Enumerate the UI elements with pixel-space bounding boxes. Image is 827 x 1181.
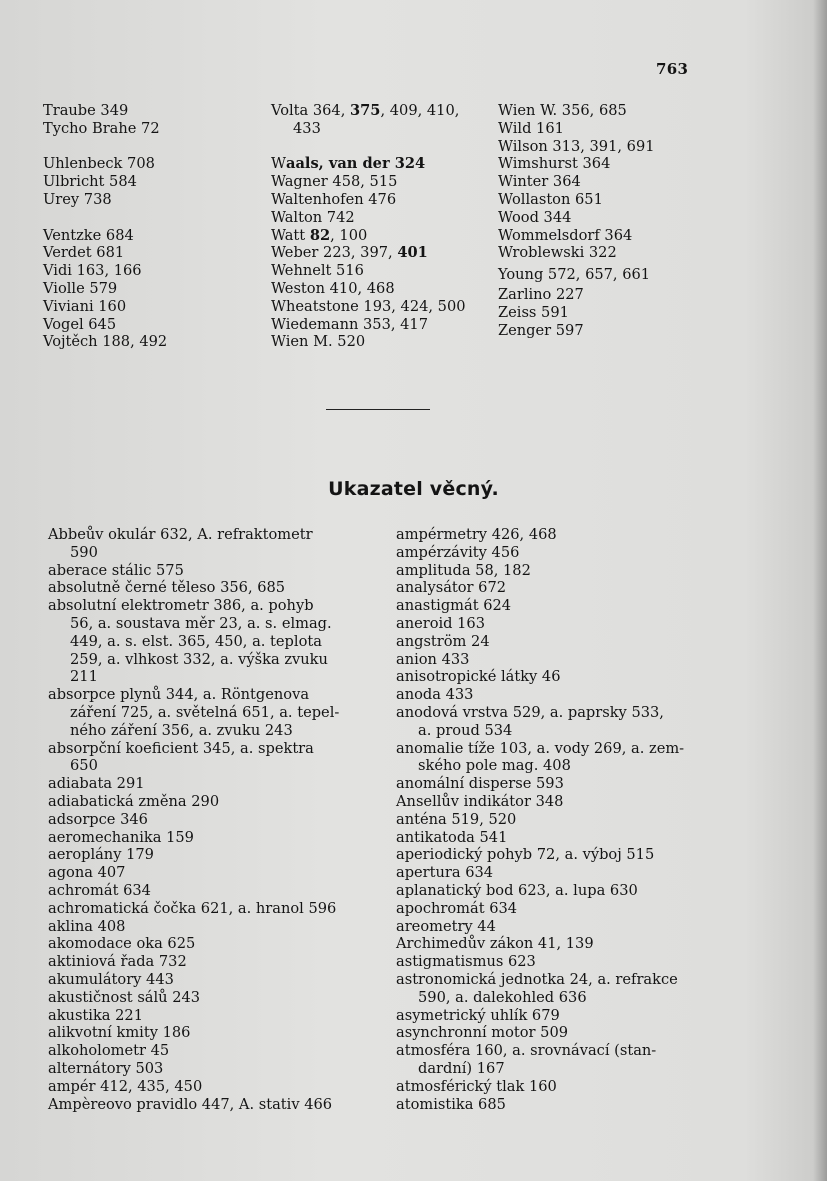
name-entry — [271, 102, 496, 120]
name-entry: Wilson 313, 391, 691 — [498, 137, 655, 155]
subject-entry: atmosféra 160, a. srovnávací (stan- — [396, 1042, 657, 1060]
subject-entry: aklina 408 — [48, 917, 126, 935]
entry-text-part: aals, van der 324 — [286, 155, 426, 173]
name-entry: Vojtěch 188, 492 — [43, 333, 168, 351]
subject-entry: atmosférický tlak 160 — [396, 1077, 557, 1095]
subject-entry: a. proud 534 — [418, 721, 513, 739]
subject-entry: anion 433 — [396, 650, 470, 668]
subject-entry: Archimedův zákon 41, 139 — [396, 935, 594, 953]
name-entry: Wommelsdorf 364 — [498, 226, 633, 244]
subject-entry: astronomická jednotka 24, a. refrakce — [396, 970, 678, 988]
entry-text-part: Volta 364, — [271, 102, 350, 119]
spacer — [43, 138, 243, 156]
name-entry: Verdet 681 — [43, 244, 125, 262]
subject-entry: absolutní elektrometr 386, a. pohyb — [48, 597, 314, 615]
subject-entry: absorpce plynů 344, a. Röntgenova — [48, 686, 310, 704]
subject-entry: anomalie tíže 103, a. vody 269, a. zem- — [396, 739, 685, 757]
name-entry: Wheatstone 193, 424, 500 — [271, 297, 466, 315]
subject-index-left-column — [48, 526, 383, 1113]
name-entry: Ventzke 684 — [43, 226, 134, 244]
subject-entry: analysátor 672 — [396, 579, 507, 597]
subject-entry: anomální disperse 593 — [396, 775, 564, 793]
entry-text-part: , 100 — [330, 226, 368, 244]
subject-entry: 56, a. soustava měr 23, a. s. elmag. — [70, 614, 332, 632]
subject-index-right-column — [396, 526, 736, 1113]
page-spine-shadow — [813, 0, 827, 1181]
subject-entry: areometry 44 — [396, 917, 496, 935]
subject-entry: antikatoda 541 — [396, 828, 508, 846]
subject-entry: adsorpce 346 — [48, 810, 148, 828]
subject-entry: apochromát 634 — [396, 899, 518, 917]
section-title: Ukazatel věcný. — [328, 478, 499, 500]
name-entry: Wagner 458, 515 — [271, 173, 398, 191]
name-entry: Wild 161 — [498, 119, 564, 137]
subject-entry: 449, a. s. elst. 365, 450, a. teplota — [70, 632, 322, 650]
name-entry: Ulbricht 584 — [43, 173, 137, 191]
subject-entry: aberace stálic 575 — [48, 561, 184, 579]
subject-entry: aperiodický pohyb 72, a. výboj 515 — [396, 846, 655, 864]
name-entry: Vogel 645 — [43, 315, 117, 333]
name-entry — [271, 155, 496, 173]
subject-entry: ampérzávity 456 — [396, 543, 520, 561]
subject-entry: asymetrický uhlík 679 — [396, 1006, 560, 1024]
name-index-column-3 — [498, 102, 713, 340]
subject-entry: adiabatická změna 290 — [48, 792, 220, 810]
entry-text-part: 82 — [309, 226, 331, 244]
name-entry — [271, 244, 496, 262]
subject-entry: aplanatický bod 623, a. lupa 630 — [396, 881, 638, 899]
subject-entry: aneroid 163 — [396, 614, 486, 632]
subject-entry: absorpční koeficient 345, a. spektra — [48, 739, 314, 757]
subject-entry: Abbeův okulár 632, A. refraktometr — [48, 526, 313, 543]
name-entry: Zenger 597 — [498, 321, 584, 339]
entry-text-part: 401 — [397, 244, 428, 262]
subject-entry: ského pole mag. 408 — [418, 757, 571, 775]
spacer — [43, 209, 243, 227]
name-entry: Wroblewski 322 — [498, 244, 617, 262]
subject-entry: agona 407 — [48, 864, 126, 882]
name-entry: Vidi 163, 166 — [43, 262, 142, 280]
name-entry: Wien W. 356, 685 — [498, 102, 627, 119]
name-entry: Wood 344 — [498, 208, 572, 226]
name-entry: Walton 742 — [271, 208, 355, 226]
subject-entry: asynchronní motor 509 — [396, 1024, 569, 1042]
subject-entry: alkoholometr 45 — [48, 1042, 170, 1060]
name-entry — [271, 227, 496, 245]
subject-entry: achromatická čočka 621, a. hranol 596 — [48, 899, 337, 917]
subject-entry: alikvotní kmity 186 — [48, 1024, 191, 1042]
subject-entry: aeromechanika 159 — [48, 828, 194, 846]
entry-text-part: W — [271, 155, 286, 173]
subject-entry: anodová vrstva 529, a. paprsky 533, — [396, 703, 664, 721]
subject-entry: astigmatismus 623 — [396, 953, 536, 971]
subject-entry: achromát 634 — [48, 881, 151, 899]
subject-entry: záření 725, a. světelná 651, a. tepel- — [70, 703, 340, 721]
entry-text-part: , 409, 410, — [380, 102, 460, 119]
entry-text-part: 375 — [350, 102, 381, 119]
subject-entry: akustika 221 — [48, 1006, 144, 1024]
subject-entry: ampér 412, 435, 450 — [48, 1077, 203, 1095]
subject-entry: 211 — [70, 668, 98, 686]
subject-entry: dardní) 167 — [418, 1059, 505, 1077]
subject-entry: akumulátory 443 — [48, 970, 174, 988]
name-entry: Waltenhofen 476 — [271, 190, 397, 208]
subject-entry: 590, a. dalekohled 636 — [418, 988, 587, 1006]
name-entry: Winter 364 — [498, 173, 581, 191]
name-entry: Zeiss 591 — [498, 303, 569, 321]
entry-text-part: Weber 223, 397, — [271, 244, 398, 262]
subject-entry: aktiniová řada 732 — [48, 953, 187, 971]
name-entry: Young 572, 657, 661 — [498, 266, 651, 284]
name-entry: Wien M. 520 — [271, 333, 366, 351]
subject-entry: ného záření 356, a. zvuku 243 — [70, 721, 293, 739]
subject-entry: akustičnost sálů 243 — [48, 988, 201, 1006]
name-entry: Wehnelt 516 — [271, 262, 364, 280]
subject-entry: amplituda 58, 182 — [396, 561, 531, 579]
subject-entry: ampérmetry 426, 468 — [396, 526, 557, 543]
page-number: 763 — [656, 60, 689, 78]
subject-entry: adiabata 291 — [48, 775, 145, 793]
subject-entry: atomistika 685 — [396, 1095, 506, 1113]
subject-entry: 259, a. vlhkost 332, a. výška zvuku — [70, 650, 328, 668]
subject-entry: anténa 519, 520 — [396, 810, 517, 828]
subject-entry: akomodace oka 625 — [48, 935, 196, 953]
subject-entry: aeroplány 179 — [48, 846, 154, 864]
spacer — [271, 138, 496, 156]
subject-entry: Ansellův indikátor 348 — [396, 792, 564, 810]
name-entry: Viviani 160 — [43, 297, 127, 315]
subject-entry: absolutně černé těleso 356, 685 — [48, 579, 286, 597]
name-entry: Wimshurst 364 — [498, 155, 611, 173]
name-entry: Wiedemann 353, 417 — [271, 315, 428, 333]
name-entry: Uhlenbeck 708 — [43, 155, 155, 173]
name-index-column-1 — [43, 102, 243, 351]
section-divider — [326, 409, 430, 410]
subject-entry: 650 — [70, 757, 98, 775]
name-entry: Tycho Brahe 72 — [43, 119, 160, 137]
name-entry: 433 — [293, 119, 321, 137]
name-entry: Weston 410, 468 — [271, 279, 395, 297]
name-entry: Urey 738 — [43, 190, 112, 208]
subject-entry: anoda 433 — [396, 686, 474, 704]
subject-entry: angström 24 — [396, 632, 490, 650]
name-index-column-2 — [271, 102, 496, 351]
name-entry: Wollaston 651 — [498, 190, 603, 208]
subject-entry: anastigmát 624 — [396, 597, 512, 615]
name-entry: Violle 579 — [43, 279, 118, 297]
name-entry: Zarlino 227 — [498, 286, 584, 304]
subject-entry: Ampèreovo pravidlo 447, A. stativ 466 — [48, 1095, 333, 1113]
entry-text-part: Watt — [271, 226, 310, 244]
subject-entry: alternátory 503 — [48, 1059, 164, 1077]
name-entry: Traube 349 — [43, 102, 129, 119]
subject-entry: apertura 634 — [396, 864, 494, 882]
subject-entry: 590 — [70, 543, 98, 561]
subject-entry: anisotropické látky 46 — [396, 668, 561, 686]
